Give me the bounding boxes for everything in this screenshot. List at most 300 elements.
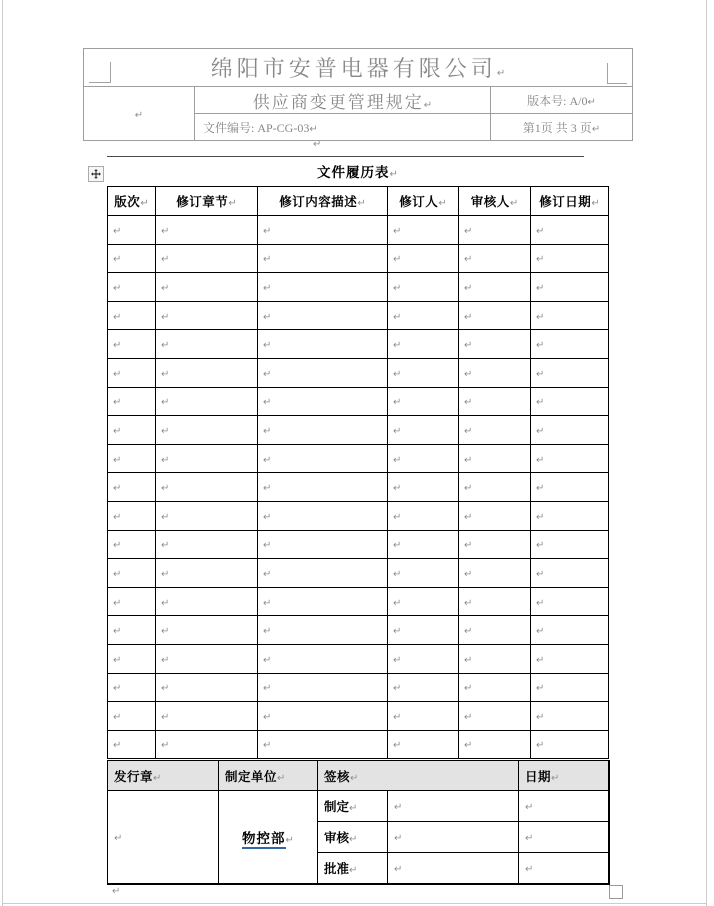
- paragraph-mark: ↵: [389, 169, 398, 180]
- paragraph-mark: ↵: [263, 425, 272, 437]
- paragraph-mark: ↵: [263, 597, 272, 609]
- paragraph-mark: ↵: [464, 397, 473, 409]
- history-row: [108, 216, 609, 245]
- history-empty-cell[interactable]: [258, 702, 388, 731]
- paragraph-mark: ↵: [464, 340, 473, 352]
- history-empty-cell[interactable]: [108, 530, 156, 559]
- history-empty-cell[interactable]: [459, 330, 531, 359]
- history-empty-cell[interactable]: [108, 559, 156, 588]
- column-header-issuing-unit: 制定单位↵: [219, 761, 318, 791]
- paragraph-mark: ↵: [113, 626, 122, 638]
- history-empty-cell[interactable]: [459, 444, 531, 473]
- doc-number-cell: [195, 114, 491, 141]
- paragraph-mark: ↵: [113, 340, 122, 352]
- history-empty-cell[interactable]: [531, 530, 609, 559]
- history-empty-cell[interactable]: [388, 616, 459, 645]
- history-empty-cell[interactable]: [156, 387, 258, 416]
- paragraph-mark: ↵: [464, 254, 473, 266]
- header-divider-line: [107, 156, 584, 157]
- paragraph-mark: ↵: [591, 123, 601, 135]
- history-row: [108, 387, 609, 416]
- paragraph-mark: ↵: [536, 597, 545, 609]
- history-empty-cell[interactable]: [258, 301, 388, 330]
- signoff-label-draft[interactable]: 制定↵: [318, 791, 388, 822]
- history-row: [108, 587, 609, 616]
- paragraph-mark: ↵: [263, 225, 272, 237]
- paragraph-mark: ↵: [228, 198, 237, 209]
- history-empty-cell[interactable]: [156, 559, 258, 588]
- table-resize-handle[interactable]: [609, 885, 623, 899]
- history-row: [108, 301, 609, 330]
- doc-title-cell: [195, 87, 491, 114]
- column-header-reviser: 修订人↵: [388, 187, 459, 216]
- history-empty-cell[interactable]: [459, 416, 531, 445]
- paragraph-mark: ↵: [113, 711, 122, 723]
- history-empty-cell[interactable]: [156, 473, 258, 502]
- paragraph-mark: ↵: [313, 139, 322, 150]
- paragraph-mark: ↵: [349, 865, 358, 876]
- history-empty-cell[interactable]: [459, 616, 531, 645]
- paragraph-mark: ↵: [464, 483, 473, 495]
- paragraph-mark: ↵: [393, 654, 402, 666]
- paragraph-mark: ↵: [161, 511, 170, 523]
- approval-table: [107, 760, 610, 885]
- history-empty-cell[interactable]: [156, 644, 258, 673]
- history-empty-cell[interactable]: [388, 444, 459, 473]
- history-empty-cell[interactable]: [388, 730, 459, 759]
- paragraph-mark: ↵: [263, 654, 272, 666]
- paragraph-mark: ↵: [536, 740, 545, 752]
- history-empty-cell[interactable]: [108, 444, 156, 473]
- paragraph-mark: ↵: [464, 654, 473, 666]
- history-empty-cell[interactable]: [108, 644, 156, 673]
- four-way-arrow-icon: [91, 169, 101, 179]
- history-empty-cell[interactable]: [459, 358, 531, 387]
- column-header-signoff: 签核↵: [318, 761, 519, 791]
- paragraph-mark: ↵: [263, 397, 272, 409]
- history-row: [108, 644, 609, 673]
- history-empty-cell[interactable]: [459, 387, 531, 416]
- history-empty-cell[interactable]: [531, 473, 609, 502]
- history-empty-cell[interactable]: [258, 330, 388, 359]
- paragraph-mark: ↵: [393, 483, 402, 495]
- history-empty-cell[interactable]: [531, 501, 609, 530]
- history-empty-cell[interactable]: [258, 730, 388, 759]
- page-number-cell: [491, 114, 633, 141]
- history-empty-cell[interactable]: [459, 587, 531, 616]
- paragraph-mark: ↵: [113, 368, 122, 380]
- paragraph-mark: ↵: [393, 626, 402, 638]
- history-empty-cell[interactable]: [531, 673, 609, 702]
- history-empty-cell[interactable]: [156, 673, 258, 702]
- history-empty-cell[interactable]: [258, 416, 388, 445]
- margin-crop-mark-right: [607, 63, 627, 84]
- column-header-issue-seal: 发行章↵: [108, 761, 219, 791]
- paragraph-mark: ↵: [536, 568, 545, 580]
- paragraph-mark: ↵: [536, 626, 545, 638]
- paragraph-mark: ↵: [113, 511, 122, 523]
- paragraph-mark: ↵: [113, 397, 122, 409]
- history-row: [108, 416, 609, 445]
- history-empty-cell[interactable]: [388, 244, 459, 273]
- history-empty-cell[interactable]: [156, 216, 258, 245]
- history-empty-cell[interactable]: [388, 301, 459, 330]
- paragraph-mark: ↵: [393, 711, 402, 723]
- paragraph-mark: ↵: [263, 340, 272, 352]
- page-edge-left: [2, 0, 3, 906]
- paragraph-mark: ↵: [536, 511, 545, 523]
- history-empty-cell[interactable]: [459, 301, 531, 330]
- paragraph-mark: ↵: [393, 282, 402, 294]
- history-row: [108, 244, 609, 273]
- history-empty-cell[interactable]: [531, 330, 609, 359]
- paragraph-mark: ↵: [536, 683, 545, 695]
- history-empty-cell[interactable]: [531, 644, 609, 673]
- history-empty-cell[interactable]: [531, 216, 609, 245]
- paragraph-mark: ↵: [525, 833, 534, 844]
- company-name: 绵阳市安普电器有限公司: [210, 56, 497, 81]
- history-empty-cell[interactable]: [459, 473, 531, 502]
- doc-number-label: 文件编号: AP-CG-03: [203, 120, 310, 135]
- paragraph-mark: ↵: [464, 540, 473, 552]
- paragraph-mark: ↵: [509, 198, 519, 209]
- history-empty-cell[interactable]: [108, 473, 156, 502]
- paragraph-mark: ↵: [591, 198, 600, 209]
- column-header-date: 修订日期↵: [531, 187, 609, 216]
- paragraph-mark: ↵: [536, 311, 545, 323]
- history-empty-cell[interactable]: [388, 416, 459, 445]
- history-empty-cell[interactable]: [388, 644, 459, 673]
- history-empty-cell[interactable]: [459, 702, 531, 731]
- history-empty-cell[interactable]: [388, 702, 459, 731]
- paragraph-mark: ↵: [285, 834, 294, 846]
- history-empty-cell[interactable]: [108, 730, 156, 759]
- paragraph-mark: ↵: [263, 511, 272, 523]
- paragraph-mark: ↵: [161, 597, 170, 609]
- column-header-chapter: 修订章节↵: [156, 187, 258, 216]
- history-row: [108, 330, 609, 359]
- paragraph-mark: ↵: [393, 683, 402, 695]
- column-header-version: 版次↵: [108, 187, 156, 216]
- history-row: [108, 501, 609, 530]
- history-empty-cell[interactable]: [258, 501, 388, 530]
- history-row: [108, 559, 609, 588]
- paragraph-mark: ↵: [393, 340, 402, 352]
- paragraph-mark: ↵: [161, 254, 170, 266]
- paragraph-mark: ↵: [161, 311, 170, 323]
- history-empty-cell[interactable]: [459, 644, 531, 673]
- paragraph-mark: ↵: [536, 483, 545, 495]
- history-row: [108, 616, 609, 645]
- paragraph-mark: ↵: [161, 483, 170, 495]
- history-empty-cell[interactable]: [531, 587, 609, 616]
- date-value-cell[interactable]: [519, 791, 609, 822]
- paragraph-mark: ↵: [536, 254, 545, 266]
- paragraph-mark: ↵: [161, 340, 170, 352]
- version-cell: [491, 87, 633, 114]
- history-empty-cell[interactable]: [258, 587, 388, 616]
- paragraph-mark: ↵: [112, 886, 121, 897]
- history-table-title: 文件履历表: [317, 165, 390, 180]
- history-empty-cell[interactable]: [108, 416, 156, 445]
- paragraph-mark: ↵: [393, 540, 402, 552]
- history-empty-cell[interactable]: [156, 444, 258, 473]
- history-empty-cell[interactable]: [531, 702, 609, 731]
- history-empty-cell[interactable]: [388, 358, 459, 387]
- paragraph-mark: ↵: [113, 254, 122, 266]
- paragraph-mark: ↵: [393, 425, 402, 437]
- signoff-value-cell[interactable]: [388, 822, 519, 853]
- history-empty-cell[interactable]: [258, 644, 388, 673]
- paragraph-mark: ↵: [350, 772, 359, 784]
- paragraph-mark: ↵: [113, 597, 122, 609]
- history-empty-cell[interactable]: [531, 559, 609, 588]
- history-empty-cell[interactable]: [388, 387, 459, 416]
- paragraph-mark: ↵: [263, 568, 272, 580]
- paragraph-mark: ↵: [349, 834, 358, 845]
- paragraph-mark: ↵: [161, 454, 170, 466]
- history-empty-cell[interactable]: [459, 530, 531, 559]
- paragraph-mark: ↵: [393, 568, 402, 580]
- history-empty-cell[interactable]: [531, 273, 609, 302]
- issue-seal-cell[interactable]: [108, 791, 219, 885]
- history-empty-cell[interactable]: [108, 301, 156, 330]
- paragraph-mark: ↵: [525, 864, 534, 875]
- history-empty-cell[interactable]: [108, 216, 156, 245]
- page-number-label: 第1页 共 3 页: [522, 120, 592, 135]
- history-row: [108, 530, 609, 559]
- history-empty-cell[interactable]: [258, 530, 388, 559]
- history-empty-cell[interactable]: [388, 216, 459, 245]
- paragraph-mark: ↵: [423, 99, 433, 111]
- paragraph-mark: ↵: [393, 740, 402, 752]
- paragraph-mark: ↵: [496, 68, 506, 79]
- history-empty-cell[interactable]: [156, 616, 258, 645]
- history-empty-cell[interactable]: [108, 330, 156, 359]
- paragraph-mark: ↵: [438, 198, 447, 209]
- paragraph-mark: ↵: [113, 282, 122, 294]
- history-empty-cell[interactable]: [459, 273, 531, 302]
- paragraph-mark: ↵: [263, 711, 272, 723]
- paragraph-mark: ↵: [113, 740, 122, 752]
- history-empty-cell[interactable]: [388, 587, 459, 616]
- page-edge-bottom: [2, 903, 707, 904]
- paragraph-mark: ↵: [464, 425, 473, 437]
- history-row: [108, 473, 609, 502]
- approval-header-row: [108, 761, 609, 791]
- paragraph-mark: ↵: [525, 802, 534, 813]
- paragraph-mark: ↵: [394, 802, 403, 813]
- paragraph-mark: ↵: [536, 425, 545, 437]
- history-empty-cell[interactable]: [258, 273, 388, 302]
- history-empty-cell[interactable]: [108, 387, 156, 416]
- paragraph-mark: ↵: [113, 454, 122, 466]
- history-empty-cell[interactable]: [258, 244, 388, 273]
- paragraph-mark: ↵: [161, 683, 170, 695]
- paragraph-mark: ↵: [134, 109, 144, 121]
- history-empty-cell[interactable]: [531, 301, 609, 330]
- doc-title: 供应商变更管理规定: [252, 92, 424, 112]
- history-row: [108, 444, 609, 473]
- paragraph-mark: ↵: [536, 368, 545, 380]
- history-empty-cell[interactable]: [531, 244, 609, 273]
- issuing-unit-name: 物控部: [242, 831, 286, 849]
- paragraph-mark: ↵: [394, 833, 403, 844]
- paragraph-mark: ↵: [464, 626, 473, 638]
- history-empty-cell[interactable]: [156, 587, 258, 616]
- approval-row-draft: [108, 791, 609, 822]
- history-empty-cell[interactable]: [388, 473, 459, 502]
- history-empty-cell[interactable]: [156, 702, 258, 731]
- history-empty-cell[interactable]: [108, 244, 156, 273]
- paragraph-mark: ↵: [277, 772, 286, 784]
- column-header-reviewer: 审核人↵: [459, 187, 531, 216]
- history-empty-cell[interactable]: [108, 702, 156, 731]
- history-empty-cell[interactable]: [388, 559, 459, 588]
- history-empty-cell[interactable]: [156, 730, 258, 759]
- history-empty-cell[interactable]: [459, 501, 531, 530]
- paragraph-mark: ↵: [349, 803, 358, 814]
- history-empty-cell[interactable]: [459, 559, 531, 588]
- history-empty-cell[interactable]: [156, 273, 258, 302]
- history-empty-cell[interactable]: [108, 358, 156, 387]
- paragraph-mark: ↵: [393, 511, 402, 523]
- history-empty-cell[interactable]: [258, 673, 388, 702]
- history-empty-cell[interactable]: [258, 387, 388, 416]
- signoff-label-approve[interactable]: 批准↵: [318, 853, 388, 885]
- history-empty-cell[interactable]: [459, 216, 531, 245]
- history-empty-cell[interactable]: [108, 616, 156, 645]
- history-empty-cell[interactable]: [459, 730, 531, 759]
- history-empty-cell[interactable]: [258, 358, 388, 387]
- paragraph-mark: ↵: [464, 225, 473, 237]
- history-empty-cell[interactable]: [531, 730, 609, 759]
- table-move-handle-icon[interactable]: [88, 166, 104, 182]
- history-empty-cell[interactable]: [531, 387, 609, 416]
- company-name-cell: [84, 49, 633, 87]
- history-empty-cell[interactable]: [531, 444, 609, 473]
- paragraph-mark: ↵: [393, 454, 402, 466]
- paragraph-mark: ↵: [393, 254, 402, 266]
- paragraph-mark: ↵: [536, 711, 545, 723]
- paragraph-mark: ↵: [464, 311, 473, 323]
- paragraph-mark: ↵: [140, 198, 149, 209]
- paragraph-mark: ↵: [394, 864, 403, 875]
- history-empty-cell[interactable]: [531, 616, 609, 645]
- history-empty-cell[interactable]: [459, 244, 531, 273]
- paragraph-mark: ↵: [113, 225, 122, 237]
- paragraph-mark: ↵: [536, 654, 545, 666]
- history-empty-cell[interactable]: [388, 501, 459, 530]
- paragraph-mark: ↵: [357, 198, 366, 209]
- paragraph-mark: ↵: [263, 311, 272, 323]
- history-empty-cell[interactable]: [388, 273, 459, 302]
- paragraph-mark: ↵: [464, 368, 473, 380]
- paragraph-mark: ↵: [464, 740, 473, 752]
- paragraph-mark: ↵: [393, 225, 402, 237]
- history-empty-cell[interactable]: [258, 444, 388, 473]
- paragraph-mark: ↵: [587, 96, 596, 108]
- history-empty-cell[interactable]: [258, 616, 388, 645]
- paragraph-mark: ↵: [263, 282, 272, 294]
- history-empty-cell[interactable]: [258, 559, 388, 588]
- signoff-label-review[interactable]: 审核↵: [318, 822, 388, 853]
- date-value-cell[interactable]: [519, 853, 609, 885]
- history-row: [108, 273, 609, 302]
- history-empty-cell[interactable]: [388, 530, 459, 559]
- history-empty-cell[interactable]: [388, 673, 459, 702]
- issuing-unit-cell[interactable]: [219, 791, 318, 885]
- paragraph-mark: ↵: [113, 540, 122, 552]
- paragraph-mark: ↵: [161, 425, 170, 437]
- paragraph-mark: ↵: [113, 425, 122, 437]
- history-empty-cell[interactable]: [156, 416, 258, 445]
- history-empty-cell[interactable]: [156, 330, 258, 359]
- version-label: 版本号: A/0: [527, 93, 588, 108]
- paragraph-mark: ↵: [161, 626, 170, 638]
- paragraph-mark: ↵: [161, 711, 170, 723]
- history-empty-cell[interactable]: [531, 358, 609, 387]
- history-table-title-row: [107, 161, 608, 181]
- signoff-value-cell[interactable]: [388, 791, 519, 822]
- column-header-description: 修订内容描述↵: [258, 187, 388, 216]
- paragraph-mark: ↵: [161, 654, 170, 666]
- paragraph-mark: ↵: [263, 254, 272, 266]
- date-value-cell[interactable]: [519, 822, 609, 853]
- paragraph-mark: ↵: [464, 597, 473, 609]
- paragraph-mark: ↵: [464, 454, 473, 466]
- history-empty-cell[interactable]: [156, 244, 258, 273]
- paragraph-mark: ↵: [161, 282, 170, 294]
- history-empty-cell[interactable]: [108, 501, 156, 530]
- paragraph-mark: ↵: [161, 397, 170, 409]
- document-history-table: [107, 186, 609, 759]
- history-empty-cell[interactable]: [156, 501, 258, 530]
- signoff-value-cell[interactable]: [388, 853, 519, 885]
- paragraph-mark: ↵: [464, 282, 473, 294]
- history-empty-cell[interactable]: [156, 530, 258, 559]
- paragraph-mark: ↵: [113, 483, 122, 495]
- paragraph-mark: ↵: [263, 454, 272, 466]
- history-empty-cell[interactable]: [108, 587, 156, 616]
- history-empty-cell[interactable]: [108, 273, 156, 302]
- paragraph-mark: ↵: [464, 568, 473, 580]
- paragraph-mark: ↵: [536, 225, 545, 237]
- paragraph-mark: ↵: [263, 626, 272, 638]
- paragraph-mark: ↵: [393, 368, 402, 380]
- paragraph-mark: ↵: [551, 772, 560, 784]
- paragraph-mark: ↵: [393, 311, 402, 323]
- history-empty-cell[interactable]: [108, 673, 156, 702]
- paragraph-mark: ↵: [263, 540, 272, 552]
- history-empty-cell[interactable]: [388, 330, 459, 359]
- history-empty-cell[interactable]: [258, 473, 388, 502]
- history-empty-cell[interactable]: [156, 358, 258, 387]
- paragraph-mark: ↵: [263, 483, 272, 495]
- history-empty-cell[interactable]: [459, 673, 531, 702]
- paragraph-mark: ↵: [464, 511, 473, 523]
- paragraph-mark: ↵: [161, 368, 170, 380]
- history-empty-cell[interactable]: [156, 301, 258, 330]
- page-edge-right: [706, 0, 707, 906]
- history-header-row: [108, 187, 609, 216]
- paragraph-mark: ↵: [464, 683, 473, 695]
- history-empty-cell[interactable]: [258, 216, 388, 245]
- paragraph-mark: ↵: [263, 683, 272, 695]
- paragraph-mark: ↵: [161, 568, 170, 580]
- history-empty-cell[interactable]: [531, 416, 609, 445]
- paragraph-mark: ↵: [536, 540, 545, 552]
